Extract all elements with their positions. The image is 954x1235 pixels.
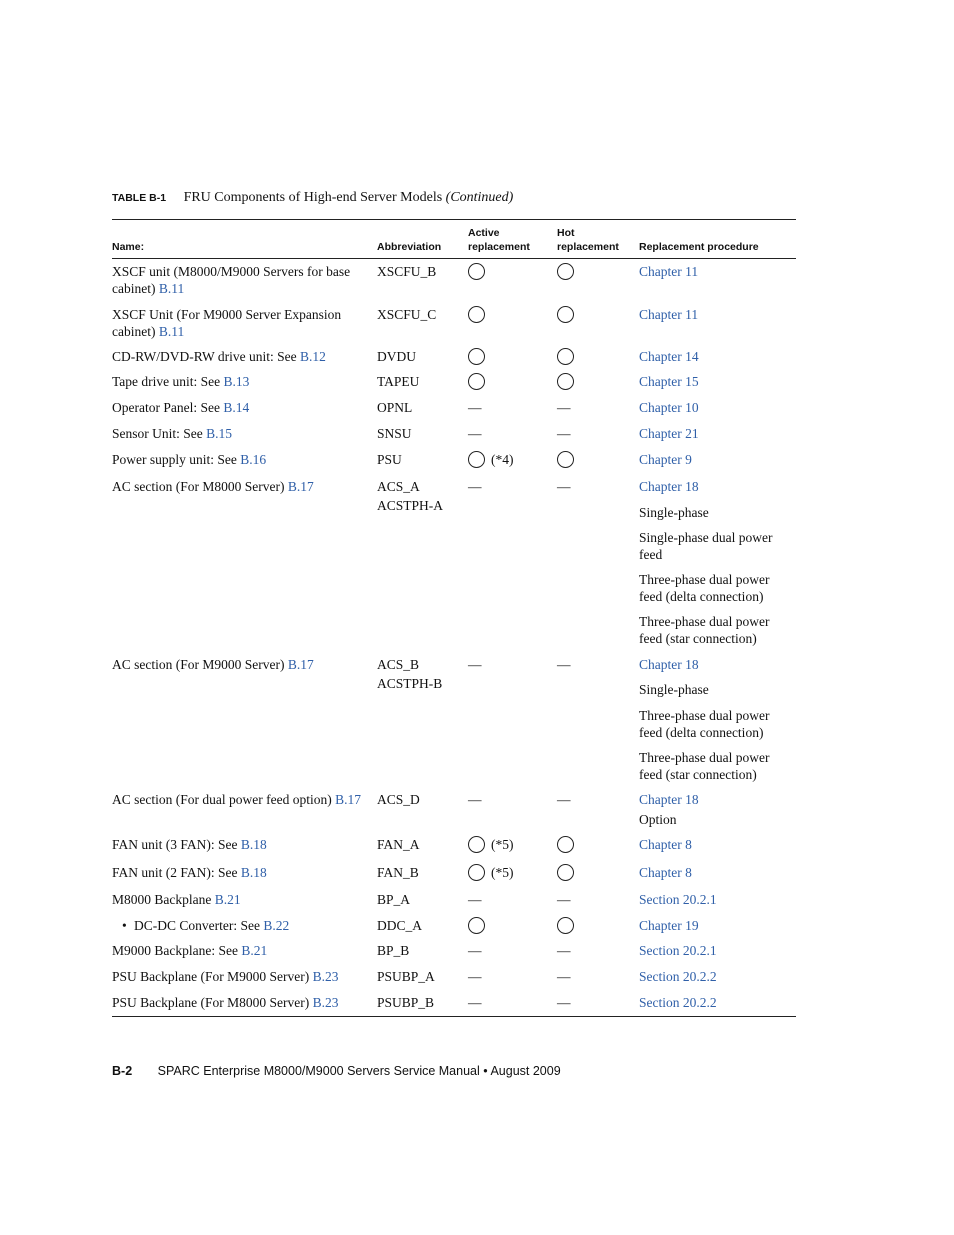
replaceable-circle-icon xyxy=(557,864,574,881)
name-cell xyxy=(112,399,370,416)
table-row xyxy=(112,891,796,917)
abbreviation-cell xyxy=(377,791,463,808)
active-replacement-cell xyxy=(468,399,482,416)
active-replacement-dash: — xyxy=(468,426,482,441)
table-row xyxy=(112,425,796,451)
name-cell xyxy=(112,348,370,365)
table-row xyxy=(112,836,796,864)
abbreviation-cell xyxy=(377,425,463,442)
header-name: Name: xyxy=(112,241,145,253)
table-row xyxy=(112,373,796,399)
abbreviation-cell xyxy=(377,451,463,468)
name-text: FAN unit (3 FAN): See xyxy=(112,837,241,852)
name-cell xyxy=(112,836,370,853)
header-procedure: Replacement procedure xyxy=(639,241,759,253)
name-cell xyxy=(112,864,370,881)
replaceable-circle-icon xyxy=(468,836,485,853)
hot-replacement-dash: — xyxy=(557,426,571,441)
name-text: Tape drive unit: See xyxy=(112,374,224,389)
name-link[interactable]: B.18 xyxy=(240,837,267,852)
active-replacement-dash: — xyxy=(468,969,482,984)
procedure-link[interactable]: Chapter 18 xyxy=(639,792,699,807)
replaceable-circle-icon xyxy=(468,451,485,468)
page-number: B-2 xyxy=(112,1064,133,1078)
hot-replacement-dash: — xyxy=(557,892,571,907)
fru-table xyxy=(112,219,796,1017)
replaceable-circle-icon xyxy=(557,306,574,323)
table-row xyxy=(112,917,796,942)
table-row xyxy=(112,263,796,306)
procedure-link[interactable]: Chapter 19 xyxy=(639,918,699,933)
active-replacement-cell xyxy=(468,263,485,280)
replaceable-circle-icon xyxy=(468,373,485,390)
name-cell xyxy=(112,656,370,673)
name-text: PSU Backplane (For M9000 Server) xyxy=(112,969,313,984)
procedure-note: Single-phase xyxy=(639,682,709,697)
table-row xyxy=(112,451,796,478)
name-cell xyxy=(112,891,370,908)
active-replacement-cell xyxy=(468,425,482,442)
hot-replacement-dash: — xyxy=(557,479,571,494)
footer-separator: • xyxy=(483,1064,488,1078)
active-replacement-cell xyxy=(468,891,482,908)
name-link[interactable]: B.15 xyxy=(206,426,233,441)
hot-replacement-cell xyxy=(557,425,571,442)
abbreviation-cell xyxy=(377,917,463,934)
replaceable-circle-icon xyxy=(468,864,485,881)
table-caption xyxy=(112,190,513,206)
header-active-2: replacement xyxy=(468,241,530,253)
name-link[interactable]: B.11 xyxy=(158,281,185,296)
name-cell xyxy=(112,968,370,985)
name-text: FAN unit (2 FAN): See xyxy=(112,865,241,880)
name-text: AC section (For dual power feed option) xyxy=(112,792,336,807)
abbreviation: DDC_A xyxy=(377,918,423,933)
active-replacement-dash: — xyxy=(468,943,482,958)
name-link[interactable]: B.18 xyxy=(240,865,267,880)
active-replacement-dash: — xyxy=(468,995,482,1010)
procedure-cell xyxy=(639,451,796,468)
abbreviation-cell xyxy=(377,968,463,985)
hot-replacement-cell xyxy=(557,994,571,1011)
hot-replacement-cell xyxy=(557,791,571,808)
procedure-link[interactable]: Chapter 15 xyxy=(639,374,699,389)
replaceable-circle-icon xyxy=(557,451,574,468)
abbreviation: ACS_B xyxy=(377,657,420,672)
active-replacement-cell xyxy=(468,917,485,934)
hot-replacement-dash: — xyxy=(557,657,571,672)
table-row xyxy=(112,478,796,656)
hot-replacement-cell xyxy=(557,348,574,365)
name-text: Operator Panel: See xyxy=(112,400,224,415)
hot-replacement-cell xyxy=(557,864,574,881)
procedure-cell xyxy=(639,994,796,1011)
abbreviation: PSU xyxy=(377,452,402,467)
procedure-cell xyxy=(639,836,796,853)
name-link[interactable]: B.17 xyxy=(287,657,314,672)
name-cell xyxy=(112,791,370,808)
procedure-note: Three-phase dual power feed (star connection) xyxy=(639,614,770,646)
name-cell xyxy=(112,994,370,1011)
name-text: Power supply unit: See xyxy=(112,452,241,467)
name-link[interactable]: B.23 xyxy=(312,995,339,1010)
replaceable-circle-icon xyxy=(468,306,485,323)
active-replacement-cell xyxy=(468,994,482,1011)
name-cell xyxy=(112,306,370,340)
active-replacement-dash: — xyxy=(468,479,482,494)
table-row xyxy=(112,348,796,373)
name-link[interactable]: B.21 xyxy=(214,892,241,907)
abbreviation-cell xyxy=(377,399,463,416)
name-link[interactable]: B.17 xyxy=(287,479,314,494)
abbreviation: PSUBP_A xyxy=(377,969,435,984)
hot-replacement-cell xyxy=(557,451,574,468)
name-text: M8000 Backplane xyxy=(112,892,215,907)
procedure-cell xyxy=(639,942,796,959)
procedure-cell xyxy=(639,478,796,646)
abbreviation-cell xyxy=(377,994,463,1011)
table-title: FRU Components of High-end Server Models xyxy=(183,190,443,205)
name-text: XSCF Unit (For M9000 Server Expansion cabinet) xyxy=(112,307,342,339)
procedure-link[interactable]: Chapter 9 xyxy=(639,452,692,467)
abbreviation-cell xyxy=(377,656,463,692)
name-cell xyxy=(112,942,370,959)
name-cell xyxy=(112,478,370,495)
table-row xyxy=(112,306,796,348)
name-cell xyxy=(112,425,370,442)
name-link[interactable]: B.13 xyxy=(223,374,250,389)
replaceable-circle-icon xyxy=(468,348,485,365)
name-text: AC section (For M9000 Server) xyxy=(112,657,288,672)
table-header xyxy=(112,220,796,259)
abbreviation: OPNL xyxy=(377,400,413,415)
active-replacement-cell xyxy=(468,836,514,853)
procedure-note: Three-phase dual power feed (delta connection) xyxy=(639,708,770,740)
header-active-1: Active xyxy=(468,227,500,239)
hot-replacement-dash: — xyxy=(557,969,571,984)
abbreviation: BP_B xyxy=(377,943,410,958)
page-footer xyxy=(112,1064,561,1078)
abbreviation: ACS_A xyxy=(377,479,420,494)
active-replacement-dash: — xyxy=(468,400,482,415)
hot-replacement-cell xyxy=(557,917,574,934)
abbreviation-cell xyxy=(377,348,463,365)
procedure-link[interactable]: Chapter 21 xyxy=(639,426,699,441)
procedure-link[interactable]: Chapter 8 xyxy=(639,837,692,852)
procedure-cell xyxy=(639,791,796,827)
abbreviation-alt: ACSTPH-B xyxy=(377,676,443,691)
procedure-cell xyxy=(639,891,796,908)
procedure-cell xyxy=(639,348,796,365)
abbreviation-cell xyxy=(377,263,463,280)
name-text: M9000 Backplane: See xyxy=(112,943,242,958)
name-link[interactable]: B.23 xyxy=(312,969,339,984)
procedure-cell xyxy=(639,968,796,985)
active-replacement-cell xyxy=(468,968,482,985)
table-label: TABLE B-1 xyxy=(112,192,167,204)
active-replacement-cell xyxy=(468,306,485,323)
procedure-note: Single-phase dual power feed xyxy=(639,530,773,562)
procedure-cell xyxy=(639,399,796,416)
procedure-note: Three-phase dual power feed (star connection) xyxy=(639,750,770,782)
hot-replacement-cell xyxy=(557,656,571,673)
active-replacement-dash: — xyxy=(468,657,482,672)
hot-replacement-dash: — xyxy=(557,792,571,807)
procedure-link[interactable]: Chapter 8 xyxy=(639,865,692,880)
procedure-note: Option xyxy=(639,812,677,827)
hot-replacement-dash: — xyxy=(557,400,571,415)
procedure-cell xyxy=(639,425,796,442)
abbreviation: DVDU xyxy=(377,349,416,364)
abbreviation: FAN_A xyxy=(377,837,420,852)
table-row xyxy=(112,656,796,791)
abbreviation: PSUBP_B xyxy=(377,995,435,1010)
procedure-link[interactable]: Section 20.2.2 xyxy=(639,969,717,984)
replaceable-circle-icon xyxy=(557,373,574,390)
procedure-link[interactable]: Chapter 11 xyxy=(639,307,699,322)
name-text: CD-RW/DVD-RW drive unit: See xyxy=(112,349,300,364)
name-cell xyxy=(112,263,370,297)
abbreviation-cell xyxy=(377,478,463,514)
replaceable-circle-icon xyxy=(468,917,485,934)
hot-replacement-dash: — xyxy=(557,943,571,958)
procedure-link[interactable]: Section 20.2.1 xyxy=(639,892,717,907)
replaceable-circle-icon xyxy=(557,263,574,280)
name-link[interactable]: B.11 xyxy=(158,324,185,339)
procedure-link[interactable]: Chapter 18 xyxy=(639,479,699,494)
table-continued: (Continued) xyxy=(445,190,514,205)
replaceable-circle-icon xyxy=(557,836,574,853)
abbreviation: XSCFU_C xyxy=(377,307,437,322)
table-row xyxy=(112,994,796,1016)
active-replacement-cell xyxy=(468,478,482,495)
table-row xyxy=(112,942,796,968)
table-row xyxy=(112,864,796,891)
table-row xyxy=(112,968,796,994)
hot-replacement-cell xyxy=(557,891,571,908)
name-text: PSU Backplane (For M8000 Server) xyxy=(112,995,313,1010)
active-replacement-cell xyxy=(468,864,514,881)
abbreviation: TAPEU xyxy=(377,374,420,389)
procedure-link[interactable]: Chapter 14 xyxy=(639,349,699,364)
footer-title: SPARC Enterprise M8000/M9000 Servers Service Manual xyxy=(157,1064,480,1078)
active-replacement-cell xyxy=(468,451,514,468)
abbreviation-cell xyxy=(377,373,463,390)
name-text: Sensor Unit: See xyxy=(112,426,207,441)
abbreviation-cell xyxy=(377,864,463,881)
procedure-cell xyxy=(639,917,796,934)
active-replacement-note: (*4) xyxy=(491,452,514,467)
hot-replacement-cell xyxy=(557,478,571,495)
name-link[interactable]: B.17 xyxy=(335,792,361,807)
procedure-note: Single-phase xyxy=(639,505,709,520)
active-replacement-cell xyxy=(468,791,482,808)
procedure-link[interactable]: Chapter 10 xyxy=(639,400,699,415)
procedure-cell xyxy=(639,263,796,280)
abbreviation-cell xyxy=(377,891,463,908)
active-replacement-note: (*5) xyxy=(491,865,514,880)
hot-replacement-cell xyxy=(557,399,571,416)
hot-replacement-cell xyxy=(557,263,574,280)
active-replacement-cell xyxy=(468,348,485,365)
name-text: AC section (For M8000 Server) xyxy=(112,479,288,494)
abbreviation-cell xyxy=(377,836,463,853)
procedure-note: Three-phase dual power feed (delta connection) xyxy=(639,572,770,604)
abbreviation-cell xyxy=(377,306,463,323)
procedure-cell xyxy=(639,306,796,323)
active-replacement-dash: — xyxy=(468,792,482,807)
abbreviation: FAN_B xyxy=(377,865,419,880)
name-link[interactable]: B.12 xyxy=(300,349,326,364)
name-cell xyxy=(112,917,392,934)
replaceable-circle-icon xyxy=(557,917,574,934)
hot-replacement-cell xyxy=(557,306,574,323)
table-body xyxy=(112,259,796,1016)
name-text: DC-DC Converter: See xyxy=(134,918,264,933)
header-hot-2: replacement xyxy=(557,241,619,253)
name-link[interactable]: B.22 xyxy=(263,918,290,933)
replaceable-circle-icon xyxy=(557,348,574,365)
procedure-cell xyxy=(639,864,796,881)
abbreviation: SNSU xyxy=(377,426,412,441)
table-row xyxy=(112,791,796,836)
abbreviation-cell xyxy=(377,942,463,959)
replaceable-circle-icon xyxy=(468,263,485,280)
footer-date: August 2009 xyxy=(490,1064,561,1078)
active-replacement-cell xyxy=(468,656,482,673)
table-row xyxy=(112,399,796,425)
header-abbreviation: Abbreviation xyxy=(377,241,442,253)
name-link[interactable]: B.14 xyxy=(223,400,250,415)
active-replacement-cell xyxy=(468,942,482,959)
hot-replacement-cell xyxy=(557,373,574,390)
procedure-link[interactable]: Section 20.2.1 xyxy=(639,943,717,958)
name-text: XSCF unit (M8000/M9000 Servers for base cabinet) xyxy=(112,264,351,296)
header-hot-1: Hot xyxy=(557,227,575,239)
abbreviation: ACS_D xyxy=(377,792,420,807)
active-replacement-note: (*5) xyxy=(491,837,514,852)
abbreviation: BP_A xyxy=(377,892,411,907)
active-replacement-dash: — xyxy=(468,892,482,907)
procedure-link[interactable]: Chapter 18 xyxy=(639,657,699,672)
hot-replacement-cell xyxy=(557,968,571,985)
name-cell xyxy=(112,451,370,468)
hot-replacement-dash: — xyxy=(557,995,571,1010)
abbreviation-alt: ACSTPH-A xyxy=(377,498,444,513)
procedure-link[interactable]: Chapter 11 xyxy=(639,264,699,279)
procedure-link[interactable]: Section 20.2.2 xyxy=(639,995,717,1010)
name-link[interactable]: B.16 xyxy=(240,452,267,467)
hot-replacement-cell xyxy=(557,942,571,959)
procedure-cell xyxy=(639,373,796,390)
abbreviation: XSCFU_B xyxy=(377,264,437,279)
procedure-cell xyxy=(639,656,796,782)
name-cell xyxy=(112,373,370,390)
hot-replacement-cell xyxy=(557,836,574,853)
name-link[interactable]: B.21 xyxy=(241,943,268,958)
active-replacement-cell xyxy=(468,373,485,390)
